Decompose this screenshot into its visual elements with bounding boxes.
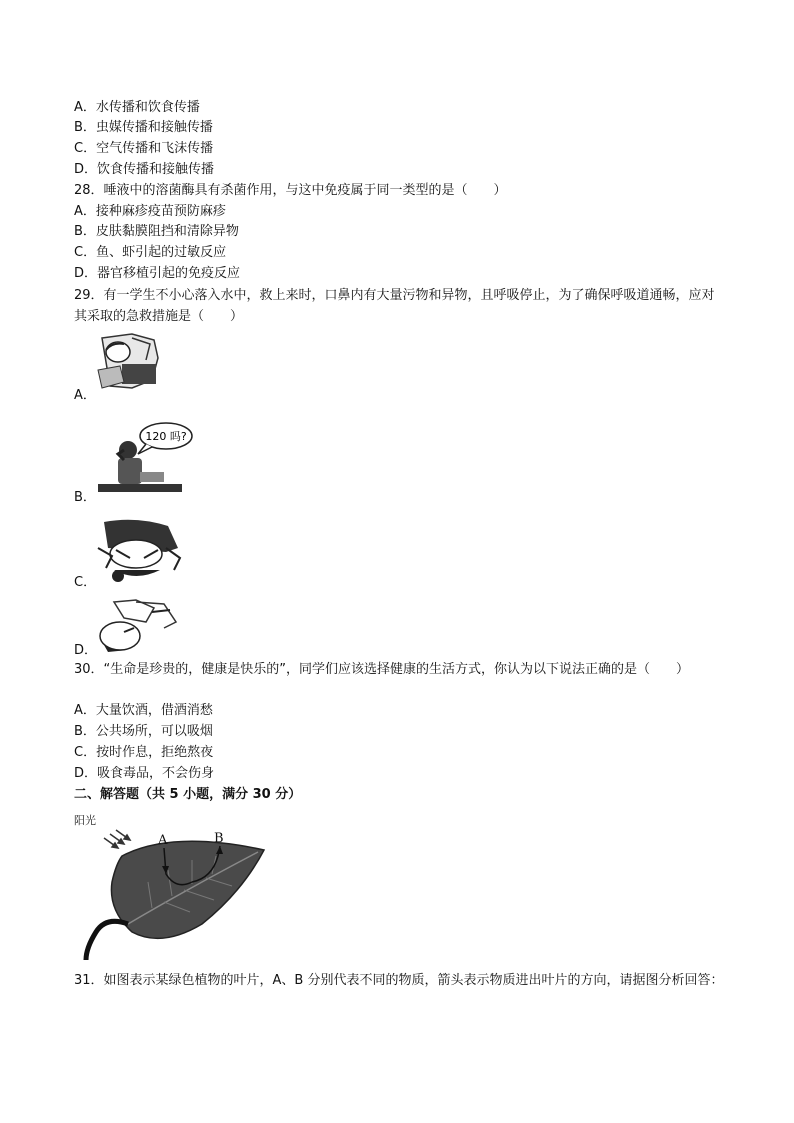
sunlight-arrows-icon [104,830,130,848]
leaf-figure [72,812,272,962]
q30-stem: 30．“生命是珍贵的，健康是快乐的”，同学们应该选择健康的生活方式，你认为以下说法正确的是（ ） [74,662,690,677]
q29-figure-d [94,598,180,654]
q30-option-b: B．公共场所，可以吸烟 [74,724,213,739]
q28-option-d: D．器官移植引起的免疫反应 [74,266,241,281]
section-2-heading: 二、解答题（共 5 小题，满分 30 分） [74,787,302,802]
q29-bubble-text: 120 吗? [145,430,187,443]
q30-option-a: A．大量饮酒，借酒消愁 [74,703,213,718]
q29-stem: 29．有一学生不小心落入水中，救上来时，口鼻内有大量污物和异物，且呼吸停止，为了确保呼吸道通畅，应对其采取的急救措施是（ ） [74,288,715,324]
q29-figure-b [94,420,194,500]
q27-option-c: C．空气传播和飞沫传播 [74,141,214,156]
label-a: A [158,833,168,848]
q29-option-c-label: C． [74,575,97,590]
sunlight-label: 阳光 [74,814,96,827]
q29-figure-a [92,330,164,394]
q27-option-a: A．水传播和饮食传播 [74,100,200,115]
q29-option-a-label: A． [74,388,96,403]
q30-option-c: C．按时作息，拒绝熬夜 [74,745,214,760]
q28-option-a: A．接种麻疹疫苗预防麻疹 [74,204,226,219]
q30-option-d: D．吸食毒品，不会伤身 [74,766,215,781]
q29-option-b-label: B． [74,490,96,505]
q28-option-b: B．皮肤黏膜阻挡和清除异物 [74,224,239,239]
label-b: B [214,831,224,846]
q28-option-c: C．鱼、虾引起的过敏反应 [74,245,227,260]
q29-figure-c [96,518,184,584]
q29-option-d-label: D． [74,643,98,658]
q31-stem: 31．如图表示某绿色植物的叶片，A、B 分别代表不同的物质，箭头表示物质进出叶片的方向，请据图分析回答： [74,973,724,988]
q27-option-d: D．饮食传播和接触传播 [74,162,215,177]
q27-option-b: B．虫媒传播和接触传播 [74,120,213,135]
q28-stem: 28．唾液中的溶菌酶具有杀菌作用，与这中免疫属于同一类型的是（ ） [74,183,507,198]
